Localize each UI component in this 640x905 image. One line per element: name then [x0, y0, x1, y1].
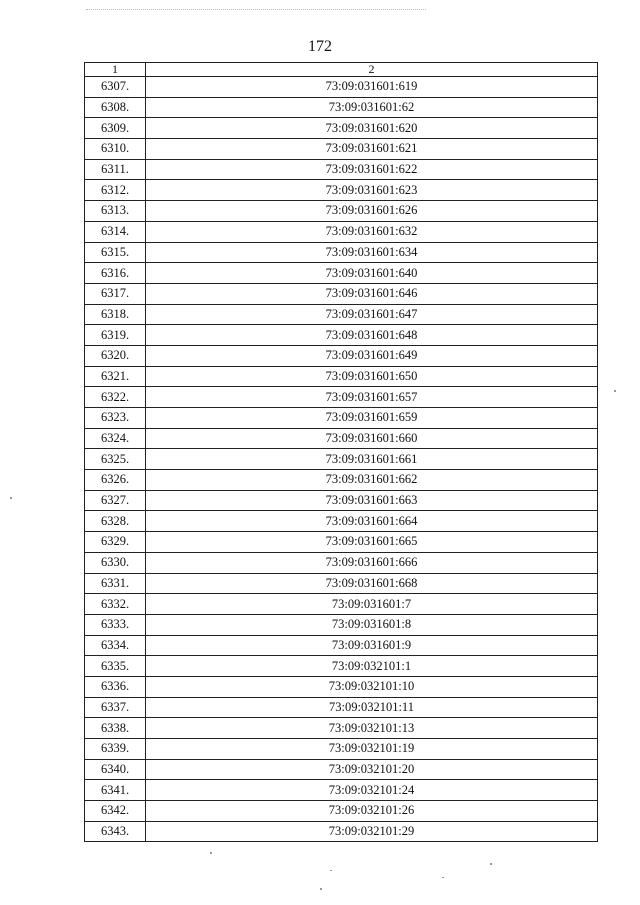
row-number: 6319. [85, 325, 146, 346]
table-row [85, 676, 598, 697]
row-number: 6339. [85, 739, 146, 760]
column-header-number: 1 [85, 63, 146, 77]
row-number: 6308. [85, 97, 146, 118]
table-row [85, 139, 598, 160]
scan-speck [442, 877, 444, 878]
cadastral-number: 73:09:031601:634 [146, 242, 598, 263]
row-number: 6309. [85, 118, 146, 139]
table-row [85, 801, 598, 822]
table-row [85, 283, 598, 304]
cadastral-number: 73:09:031601:7 [146, 594, 598, 615]
cadastral-number: 73:09:032101:19 [146, 739, 598, 760]
scan-artifact-line [86, 9, 426, 11]
cadastral-number: 73:09:031601:619 [146, 77, 598, 98]
table-row [85, 408, 598, 429]
table-row [85, 594, 598, 615]
row-number: 6307. [85, 77, 146, 98]
row-number: 6317. [85, 283, 146, 304]
table-row [85, 697, 598, 718]
cadastral-number: 73:09:031601:666 [146, 552, 598, 573]
cadastral-table-container [84, 62, 597, 842]
cadastral-number: 73:09:031601:632 [146, 221, 598, 242]
row-number: 6338. [85, 718, 146, 739]
cadastral-table [84, 62, 598, 842]
cadastral-number: 73:09:031601:661 [146, 449, 598, 470]
cadastral-number: 73:09:031601:620 [146, 118, 598, 139]
cadastral-number: 73:09:031601:662 [146, 470, 598, 491]
row-number: 6323. [85, 408, 146, 429]
cadastral-number: 73:09:031601:668 [146, 573, 598, 594]
row-number: 6322. [85, 387, 146, 408]
table-row [85, 532, 598, 553]
row-number: 6334. [85, 635, 146, 656]
table-row [85, 180, 598, 201]
row-number: 6341. [85, 780, 146, 801]
row-number: 6329. [85, 532, 146, 553]
table-row [85, 366, 598, 387]
table-row [85, 573, 598, 594]
table-row [85, 718, 598, 739]
table-row [85, 159, 598, 180]
scan-speck [320, 888, 322, 890]
table-row [85, 656, 598, 677]
scan-speck [10, 497, 12, 499]
cadastral-number: 73:09:032101:29 [146, 821, 598, 842]
table-row [85, 490, 598, 511]
row-number: 6313. [85, 201, 146, 222]
cadastral-number: 73:09:031601:650 [146, 366, 598, 387]
cadastral-number: 73:09:031601:8 [146, 614, 598, 635]
row-number: 6315. [85, 242, 146, 263]
table-row [85, 345, 598, 366]
table-row [85, 449, 598, 470]
cadastral-number: 73:09:031601:659 [146, 408, 598, 429]
table-row [85, 97, 598, 118]
table-row [85, 470, 598, 491]
table-row [85, 263, 598, 284]
cadastral-number: 73:09:031601:9 [146, 635, 598, 656]
row-number: 6325. [85, 449, 146, 470]
scan-speck [330, 870, 332, 871]
cadastral-number: 73:09:031601:626 [146, 201, 598, 222]
table-row [85, 387, 598, 408]
cadastral-number: 73:09:032101:20 [146, 759, 598, 780]
table-row [85, 201, 598, 222]
row-number: 6310. [85, 139, 146, 160]
table-row [85, 242, 598, 263]
row-number: 6324. [85, 428, 146, 449]
cadastral-number: 73:09:031601:62 [146, 97, 598, 118]
table-row [85, 77, 598, 98]
table-row [85, 739, 598, 760]
row-number: 6314. [85, 221, 146, 242]
table-row [85, 821, 598, 842]
cadastral-number: 73:09:031601:623 [146, 180, 598, 201]
row-number: 6326. [85, 470, 146, 491]
cadastral-number: 73:09:031601:648 [146, 325, 598, 346]
scan-speck [614, 390, 616, 392]
cadastral-number: 73:09:031601:660 [146, 428, 598, 449]
row-number: 6318. [85, 304, 146, 325]
row-number: 6336. [85, 676, 146, 697]
column-header-code: 2 [146, 63, 598, 77]
cadastral-number: 73:09:031601:640 [146, 263, 598, 284]
row-number: 6331. [85, 573, 146, 594]
table-row [85, 511, 598, 532]
row-number: 6328. [85, 511, 146, 532]
cadastral-number: 73:09:031601:649 [146, 345, 598, 366]
table-row [85, 325, 598, 346]
cadastral-number: 73:09:032101:13 [146, 718, 598, 739]
table-row [85, 552, 598, 573]
table-row [85, 759, 598, 780]
scan-speck [210, 852, 212, 854]
table-row [85, 635, 598, 656]
table-header-row [85, 63, 598, 77]
cadastral-number: 73:09:031601:664 [146, 511, 598, 532]
cadastral-number: 73:09:031601:646 [146, 283, 598, 304]
row-number: 6321. [85, 366, 146, 387]
cadastral-number: 73:09:031601:647 [146, 304, 598, 325]
row-number: 6343. [85, 821, 146, 842]
cadastral-number: 73:09:031601:665 [146, 532, 598, 553]
table-row [85, 428, 598, 449]
row-number: 6312. [85, 180, 146, 201]
row-number: 6320. [85, 345, 146, 366]
row-number: 6335. [85, 656, 146, 677]
table-row [85, 304, 598, 325]
row-number: 6330. [85, 552, 146, 573]
cadastral-number: 73:09:032101:26 [146, 801, 598, 822]
row-number: 6316. [85, 263, 146, 284]
row-number: 6342. [85, 801, 146, 822]
cadastral-number: 73:09:032101:24 [146, 780, 598, 801]
table-row [85, 780, 598, 801]
table-body [85, 77, 598, 842]
cadastral-number: 73:09:032101:10 [146, 676, 598, 697]
table-row [85, 118, 598, 139]
row-number: 6337. [85, 697, 146, 718]
cadastral-number: 73:09:031601:622 [146, 159, 598, 180]
row-number: 6340. [85, 759, 146, 780]
cadastral-number: 73:09:031601:621 [146, 139, 598, 160]
page-number: 172 [308, 38, 332, 55]
table-row [85, 221, 598, 242]
cadastral-number: 73:09:032101:11 [146, 697, 598, 718]
table-row [85, 614, 598, 635]
row-number: 6332. [85, 594, 146, 615]
cadastral-number: 73:09:032101:1 [146, 656, 598, 677]
row-number: 6327. [85, 490, 146, 511]
cadastral-number: 73:09:031601:663 [146, 490, 598, 511]
row-number: 6311. [85, 159, 146, 180]
cadastral-number: 73:09:031601:657 [146, 387, 598, 408]
row-number: 6333. [85, 614, 146, 635]
scan-speck [490, 863, 492, 865]
